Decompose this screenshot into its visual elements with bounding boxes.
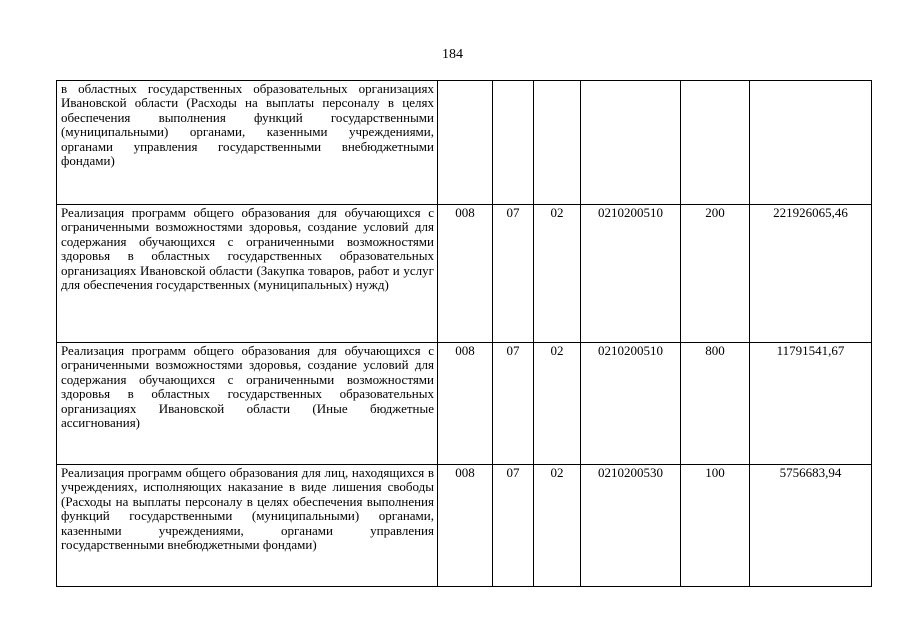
budget-table — [56, 80, 872, 587]
row-description: в областных государственных образовательных организациях Ивановской области (Расходы на выплаты персоналу в целях обеспечения выполнения функций государственными (муниципальными) органами, казенными учреждениями, органами управления государственными внебюджетными фондами) — [57, 81, 438, 205]
subsection-code: 02 — [534, 465, 581, 587]
target-article-code: 0210200510 — [581, 343, 681, 465]
ministry-code: 008 — [438, 465, 493, 587]
subsection-code — [534, 81, 581, 205]
subsection-code: 02 — [534, 205, 581, 343]
row-description: Реализация программ общего образования для обучающихся с ограниченными возможностями здоровья, создание условий для содержания обучающихся с ограниченными возможностями здоровья в областных государственных образовательных организациях Ивановской области (Закупка товаров, работ и услуг для обеспечения государственных (муниципальных) нужд) — [57, 205, 438, 343]
section-code — [493, 81, 534, 205]
expense-type-code — [681, 81, 750, 205]
ministry-code — [438, 81, 493, 205]
table-row — [57, 81, 872, 205]
amount: 5756683,94 — [750, 465, 872, 587]
target-article-code: 0210200530 — [581, 465, 681, 587]
expense-type-code: 800 — [681, 343, 750, 465]
row-description: Реализация программ общего образования для обучающихся с ограниченными возможностями здоровья, создание условий для содержания обучающихся с ограниченными возможностями здоровья в областных государственных образовательных организациях Ивановской области (Иные бюджетные ассигнования) — [57, 343, 438, 465]
expense-type-code: 200 — [681, 205, 750, 343]
section-code: 07 — [493, 465, 534, 587]
section-code: 07 — [493, 205, 534, 343]
row-description: Реализация программ общего образования для лиц, находящихся в учреждениях, исполняющих наказание в виде лишения свободы (Расходы на выплаты персоналу в целях обеспечения выполнения функций государственными (муниципальными) органами, казенными учреждениями, органами управления государственными внебюджетными фондами) — [57, 465, 438, 587]
table-row — [57, 205, 872, 343]
amount: 221926065,46 — [750, 205, 872, 343]
target-article-code — [581, 81, 681, 205]
page-number: 184 — [442, 47, 463, 62]
table-row — [57, 343, 872, 465]
ministry-code: 008 — [438, 205, 493, 343]
expense-type-code: 100 — [681, 465, 750, 587]
table-row — [57, 465, 872, 587]
amount — [750, 81, 872, 205]
section-code: 07 — [493, 343, 534, 465]
target-article-code: 0210200510 — [581, 205, 681, 343]
amount: 11791541,67 — [750, 343, 872, 465]
ministry-code: 008 — [438, 343, 493, 465]
subsection-code: 02 — [534, 343, 581, 465]
